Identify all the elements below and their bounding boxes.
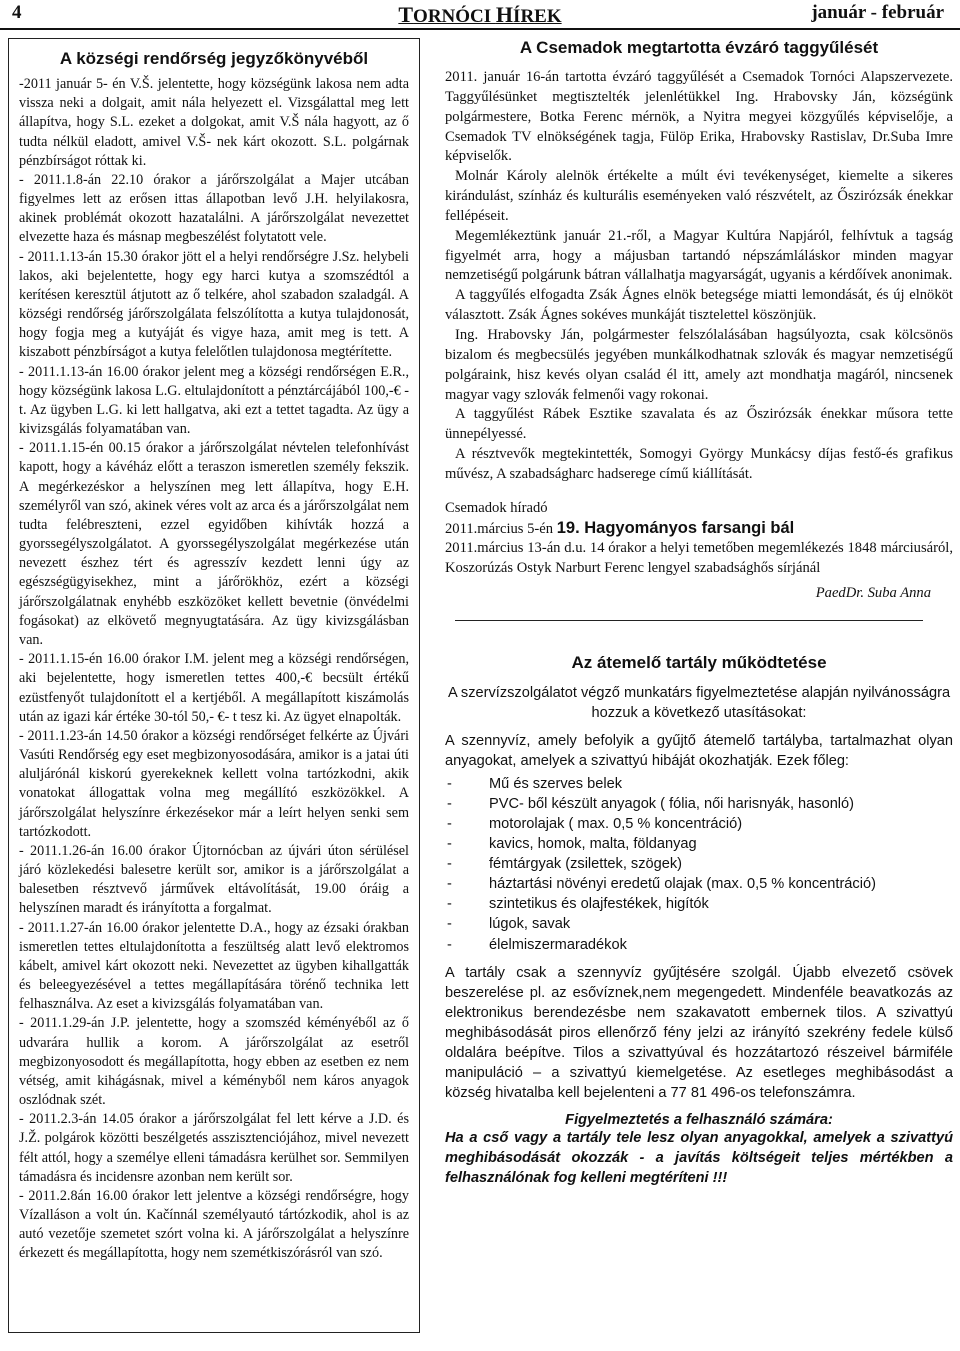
police-report-title: A községi rendőrség jegyzőkönyvéből (59, 49, 369, 68)
list-item: - fémtárgyak (zsilettek, szögek) (447, 856, 683, 873)
report-entry: -2011 január 5- én V.Š. jelentette, hogy községünk lakosa nem adta vissza neki a dolgait, amit nála helyezett el. Vizsgálattal meg lett állapítva, hogy S.L. ezeket a dolgokat, amit V.Š nála hagyott, az ő tudta nélkül eladott, amivel V.Š- nek kárt okozott. S.L. polgárnak pénzbírságot róttak ki. (19, 76, 409, 169)
author-signature: PaedDr. Suba Anna (815, 585, 931, 602)
article-paragraph: Ing. Hrabovsky Ján, polgármester felszólalásában hagsúlyozta, csak kölcsönös bizalom és megbecsülés jegyében munkálkodhatnak szlovák és magyar nemzetiségű polgáraink, hisz kevés olyan család él itt, amely azt mondhatja magáról, nincsenek magyar vagy szlovák felmenői vagy rokonai. (445, 326, 953, 403)
csemadok-title: A Csemadok megtartotta évzáró taggyűlését (519, 38, 879, 57)
list-item: - PVC- ből készült anyagok ( fólia, női harisnyák, hasonló) (447, 795, 855, 812)
report-entry: - 2011.2.3-án 14.05 órakor a járőrszolgálat fel lett kérve a J.D. és J.Ž. polgárok közötti beszélgetés asszisztenciójához, mivel nevezett félt attól, hogy a személye elleni támadásra kerülhet sor. Semmilyen támadásra és incidensre azonban nem került sor. (19, 1111, 409, 1185)
police-report-column (8, 38, 420, 1333)
article-paragraph: Molnár Károly alelnök értékelte a múlt évi tevékenységet, kiemelte a sikeres kirándulást, színház és kulturális eseményeken való részvételt, az Őszirózsák énekkar fellépéseit. (445, 168, 953, 224)
pump-title: Az átemelő tartály működtetése (571, 653, 827, 673)
list-item: - motorolajak ( max. 0,5 % koncentráció) (447, 815, 743, 832)
article-paragraph: 2011. január 16-án tartotta évzáró taggyűlését a Csemadok Tornóci Alapszervezete. Taggyűlésünket megtisztelték jelenlétükkel Ing. Hrabovsky Ján, községünk polgármestere, Botka Ferenc mérnök, a Nyitra megyei közgyűlés képviselője, a Csemadok TV elnökségének tagja, Fülöp Erika, Hrabovsky Rastislav, Dr.Suba Imre képviselők. (445, 69, 953, 165)
report-entry: - 2011.2.8án 16.00 órakor lett jelentve a községi rendőrségre, hogy Vízalláson a volt ún. Kačínnál személyautó tártózkodik, ahol is az autó vezetője szemetet szórt volna ki. A járőrszolgálat a helyszínre érkezett és megállapította, hogy nem szemétkiszórásról van szó. (19, 1187, 409, 1262)
page-number: 4 (12, 2, 22, 23)
list-item: - kavics, homok, malta, földanyag (447, 835, 697, 852)
prohibited-list (445, 774, 953, 955)
hirado-title: Csemadok híradó (445, 499, 548, 516)
issue-date: január - február (811, 2, 944, 23)
list-item: - Mű és szerves belek (447, 775, 623, 792)
list-item: - háztartási növényi eredetű olajak (max. 0,5 % koncentráció) (447, 876, 876, 893)
warning-text: Ha a cső vagy a tartály tele lesz olyan anyagokkal, amelyek a szivattyú meghibásodását okozzák - a javítás költségeit teljes mértékben a felhasználónak fog kelleni megtéríteni !!! (445, 1129, 953, 1186)
warning-title: Figyelmeztetés a felhasználó számára: (565, 1111, 833, 1128)
csemadok-article (445, 38, 953, 602)
event-line: 2011.március 5-én 19. Hagyományos farsangi bál (445, 518, 795, 537)
event-line: 2011.március 13-án d.u. 14 órakor a helyi temetőben megemlékezés 1848 márciusáról, Koszorúzás Ostyk Narburt Ferenc lengyel szabadsághős sírjánál (445, 540, 953, 577)
article-paragraph: A taggyűlést Rábek Esztike szavalata és az Őszirózsák énekkar műsora tette ünnepélyessé. (445, 406, 953, 443)
pump-article (445, 653, 953, 1188)
report-entry: - 2011.1.13-án 16.00 órakor jelent meg a községi rendőrségen E.R., hogy községünk lakosa L.G. eltulajdonított a pénztárcájából 100,-€ -t. Az ügyben L.G. ki lett hallgatva, aki ezt a tettet tagadta. Az ügy a kivizsgálás folyamatában van. (19, 363, 409, 438)
report-entry: - 2011.1.23-án 14.50 órakor a községi rendőrséget felkérte az Újvári Vasúti Rendőrség egy eset megbizonyosodására, amikor is a jatai úti aluljárónál kiskorú gyerekeknek kellett volna tartózkodni, akik vonatokat állogattak volna meg megállító eszközökkel. A járőrszolgálat helyszínre érkezésekor már a leírt helyen senki sem tartózkodott. (19, 727, 409, 840)
list-item: - élelmiszermaradékok (447, 936, 627, 953)
event-highlight: 19. Hagyományos farsangi bál (556, 518, 795, 537)
pump-body: A tartály csak a szennyvíz gyűjtésére szolgál. Újabb elvezető csövek beszerelése pl. az esővíznek,nem megengedett. Mindenféle beavatkozás az elektronikus berendezésbe nem szakavatott embernek tilos. A szivattyú meghibásodását piros ellenőrző fény jelzi az irányító szekrény fedele külső oldalára beépítve. Tilos a szivattyúval és hozzátartozó részeivel bármiféle manipuláció – a szivattyú kiemelgetése. Az esetleges meghibásodást a község hivatalba kell bejelenteni a 77 81 496-os telefonszámra. (445, 964, 953, 1102)
article-paragraph: Megemlékeztünk január 21.-ről, a Magyar Kultúra Napjáról, felhívtuk a tagság figyelmét arra, hogy a májusban tartandó népszámláláskor minden magyar nemzetiségű polgárunk bátran vállalhatja magyarságát, ugyanis a kérdőívek anonimak. (445, 227, 953, 284)
report-entry: - 2011.1.8-án 22.10 órakor a járőrszolgálat a Majer utcában figyelmes lett az erősen ittas állapotban levő J.H. helyilakosra, akinek problémát okozott hazatalálni. A járőrszolgálat nevezettet elvezette haza és másnap megbeszélést folytatott vele. (19, 171, 409, 246)
list-item: - szintetikus és olajfestékek, higítók (447, 896, 709, 913)
report-entry: - 2011.1.27-án 16.00 órakor jelentette D.A., hogy az ézsaki órakban ismeretlen tettes eltulajdonította a feszültség alatt levő elektromos kábelt, amivel kárt okozott neki. Nevezettet az ügyben kihallgatták és beleegyezésével a tettes megállapítására törénő technika lett felhasználva. Az eset a kivizsgálás folyamatában van. (19, 919, 409, 1013)
report-entry: - 2011.1.15-én 00.15 órakor a járőrszolgálat névtelen telefonhívást kapott, hogy a kávéház előtt a teraszon ismeretlen személy fekszik. A megérkezéskor a helyszínen meg lett állapítva, hogy E.H. személyről van szó, akinek véres volt az arca és a járőrszolgálat nem tudta felébreszteni, ezzel egyidőben kihívták hozzá a gyorssegélyszolgálatot. A gyorssegélyszolgálat megérkezése után nevezett észhez tért és agresszív kezdett lenni úgy az egészségügyisekhez, mint a járőrökhöz, ezért a községi járőrszolgálatnak enyhébb eszközöket kellett bevetnie (önvédelmi fogásokat) az elkövető megnyugtatására. Az ügy kivizsgálásban van. (19, 440, 409, 648)
right-column (445, 38, 953, 1188)
report-entry: - 2011.1.15-én 16.00 órakor I.M. jelent meg a községi rendőrségen, aki bejelentette, hogy ismeretlen tettes 400,-€ becsült értékű ezüstfenyőt tulajdonított el a kertjéből. A megállapított kiszámolás után az igazi kár értéke 30-tól 50,- €- t tesz ki. Az ügyet elnapolták. (19, 651, 409, 725)
pump-intro: A szervízszolgálatot végző munkatárs figyelmeztetése alapján nyilvánosságra hozzuk a következő utasításokat: (447, 685, 951, 722)
page-header (0, 0, 960, 30)
divider (455, 620, 923, 621)
newspaper-title: TORNÓCI HÍREK (398, 2, 562, 27)
pump-lead: A szennyvíz, amely befolyik a gyűjtő átemelő tartályba, tartalmazhat olyan anyagokat, amelyek a szivattyú hibáját okozhatják. Ezek főleg: (445, 733, 953, 770)
report-entry: - 2011.1.26-án 16.00 órakor Újtornócban az újvári úton sérülésel járó közlekedési balesetre került sor, amikor is a járőrszolgálat a balesetben résztvevő járművek eltávolítását, 19.00 óráig a helyszínen maradt és irányította a forgalmat. (19, 842, 409, 917)
list-item: - lúgok, savak (447, 916, 571, 933)
article-paragraph: A taggyűlés elfogadta Zsák Ágnes elnök betegsége miatti lemondását, és új elnököt választott. Zsák Ágnes sokéves munkáját tisztelettel köszönjük. (445, 287, 953, 324)
article-paragraph: A résztvevők megtekintették, Somogyi György Munkácsy díjas festő-és grafikus művész, A szabadságharc hadserege című kiállítását. (445, 446, 953, 482)
report-entry: - 2011.1.13-án 15.30 órakor jött el a helyi rendőrségre J.Sz. helybeli lakos, aki bejelentette, hogy egy harci kutya a szomszédtól a kerítésen keresztül átjutott az ő telkére, ahol szabadon szaladgál. A községi rendőrség járőrszolgálata felszólította a kutya tulajdonosát, hogy fogja meg a kutyáját és vigye haza, amit meg is tett. A kiszabott pénzbírságot a kutya felelőtlen tulajdonosa megtérítette. (19, 248, 409, 361)
report-entry: - 2011.1.29-án J.P. jelentette, hogy a szomszéd kéményéből az ő udvarára hullik a korom. A járőrszolgálat az esetről megbizonyosodott és megállapította, hogy ebben az esetben ez nem vétség, amit kihágásnak, mivel a kéményből nem káros anyagok oszlódnak szét. (19, 1015, 409, 1109)
